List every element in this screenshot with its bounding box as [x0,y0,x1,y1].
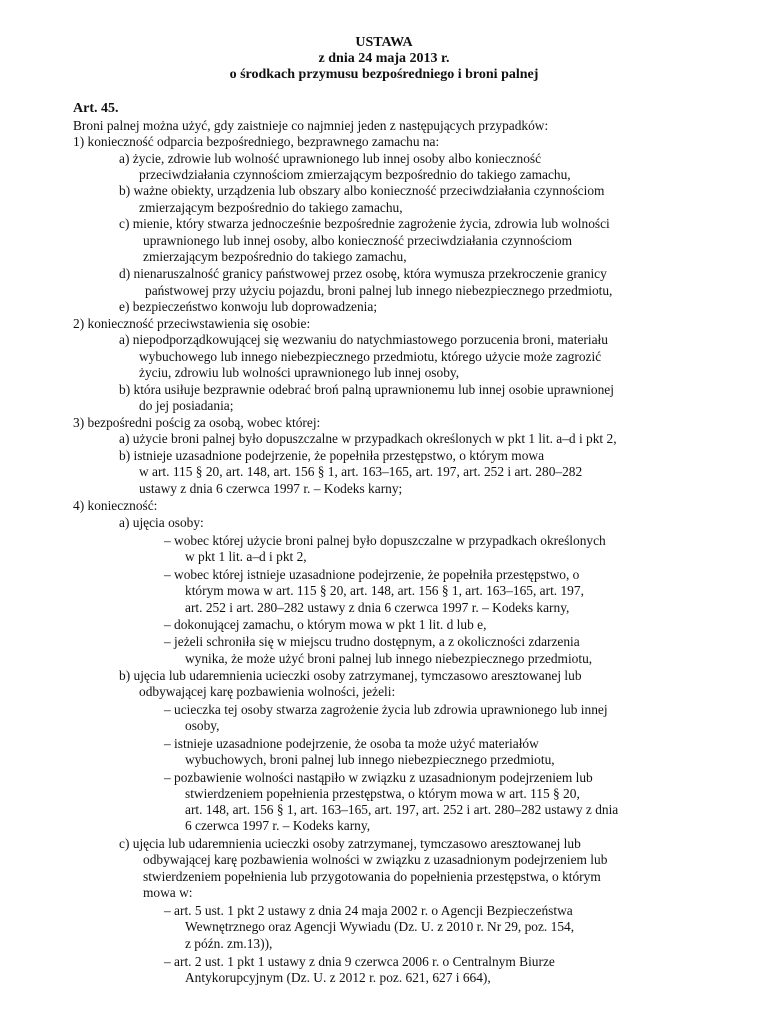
text-line: życiu, zdrowiu lub wolności uprawnionego lub innej osoby, [139,365,460,380]
text-line: 3) bezpośredni pościg za osobą, wobec której: [73,415,321,430]
text-line: c) ujęcia lub udaremnienia ucieczki osoby zatrzymanej, tymczasowo aresztowanej lub [119,836,581,851]
act-date-heading: z dnia 24 maja 2013 r. [318,51,450,66]
text-line: osoby, [185,718,220,733]
text-line: wybuchowego lub innego niebezpiecznego przedmiotu, którego użycie może zagrozić [139,349,602,364]
text-line: z późn. zm.13)), [185,936,273,951]
text-line: w art. 115 § 20, art. 148, art. 156 § 1, art. 163–165, art. 197, art. 252 i art. 280–282 [139,464,583,479]
text-line: 2) konieczność przeciwstawienia się osobie: [73,316,311,331]
text-line: – art. 2 ust. 1 pkt 1 ustawy z dnia 9 czerwca 2006 r. o Centralnym Biurze [164,954,555,969]
text-line: – wobec której istnieje uzasadnione podejrzenie, że popełniła przestępstwo, o [164,567,580,582]
article-heading: Art. 45. [73,101,119,116]
text-line: 4) konieczność: [73,498,158,513]
text-line: mowa w: [143,885,193,900]
text-line: wynika, że może użyć broni palnej lub innego niebezpiecznego przedmiotu, [185,651,593,666]
text-line: do jej posiadania; [139,398,234,413]
text-line: – dokonującej zamachu, o którym mowa w pkt 1 lit. d lub e, [164,617,487,632]
text-line: b) istnieje uzasadnione podejrzenie, że popełniła przestępstwo, o którym mowa [119,448,545,463]
text-line: odbywającej karę pozbawienia wolności w związku z uzasadnionym podejrzeniem lub [143,852,608,867]
text-line: a) użycie broni palnej było dopuszczalne w przypadkach określonych w pkt 1 lit. a–d i pkt 2, [119,431,617,446]
text-line: Wewnętrznego oraz Agencji Wywiadu (Dz. U. z 2010 r. Nr 29, poz. 154, [185,919,575,934]
text-line: zmierzającym bezpośrednio do takiego zamachu, [139,200,403,215]
text-line: a) ujęcia osoby: [119,515,204,530]
text-line: a) niepodporządkowującej się wezwaniu do natychmiastowego porzucenia broni, materiału [119,332,608,347]
act-title-heading: o środkach przymusu bezpośredniego i broni palnej [229,67,539,82]
text-line: 1) konieczność odparcia bezpośredniego, bezprawnego zamachu na: [73,134,440,149]
text-line: – jeżeli schroniła się w miejscu trudno dostępnym, a z okoliczności zdarzenia [164,634,580,649]
text-line: – pozbawienie wolności nastąpiło w związku z uzasadnionym podejrzeniem lub [164,770,593,785]
text-line: wybuchowych, broni palnej lub innego niebezpiecznego przedmiotu, [185,752,555,767]
text-line: b) ujęcia lub udaremnienia ucieczki osoby zatrzymanej, tymczasowo aresztowanej lub [119,668,582,683]
text-line: stwierdzeniem popełnienia lub przygotowania do popełnienia przestępstwa, o którym [143,869,601,884]
text-line: d) nienaruszalność granicy państwowej przez osobę, która wymusza przekroczenie granicy [119,266,607,281]
text-line: ustawy z dnia 6 czerwca 1997 r. – Kodeks karny; [139,481,403,496]
text-line: – wobec której użycie broni palnej było dopuszczalne w przypadkach określonych [164,533,606,548]
text-line: b) która usiłuje bezprawnie odebrać broń palną uprawnionemu lub innej osobie uprawnionej [119,382,614,397]
text-line: – ucieczka tej osoby stwarza zagrożenie życia lub zdrowia uprawnionego lub innej [164,702,608,717]
text-line: w pkt 1 lit. a–d i pkt 2, [185,549,307,564]
text-line: art. 148, art. 156 § 1, art. 163–165, art. 197, art. 252 i art. 280–282 ustawy z dnia [185,802,619,817]
text-line: państwowej przy użyciu pojazdu, broni palnej lub innego niebezpiecznego przedmiotu, [145,283,613,298]
text-line: Antykorupcyjnym (Dz. U. z 2012 r. poz. 621, 627 i 664), [185,970,491,985]
text-line: przeciwdziałania czynnościom zmierzającym bezpośrednio do takiego zamachu, [139,167,571,182]
text-line: c) mienie, który stwarza jednocześnie bezpośrednie zagrożenie życia, zdrowia lub wolności [119,216,610,231]
text-line: uprawnionego lub innej osoby, albo konieczność przeciwdziałania czynnościom [143,233,572,248]
act-type-heading: USTAWA [355,35,413,50]
text-line: e) bezpieczeństwo konwoju lub doprowadzenia; [119,299,378,314]
text-line: b) ważne obiekty, urządzenia lub obszary albo konieczność przeciwdziałania czynnościom [119,183,605,198]
text-line: którym mowa w art. 115 § 20, art. 148, art. 156 § 1, art. 163–165, art. 197, [185,583,584,598]
text-line: stwierdzeniem popełnienia przestępstwa, o którym mowa w art. 115 § 20, [185,786,580,801]
text-line: odbywającej karę pozbawienia wolności, jeżeli: [139,684,396,699]
article-intro: Broni palnej można użyć, gdy zaistnieje co najmniej jeden z następujących przypadków: [73,118,549,133]
text-line: art. 252 i art. 280–282 ustawy z dnia 6 czerwca 1997 r. – Kodeks karny, [185,600,570,615]
text-line: zmierzającym bezpośrednio do takiego zamachu, [143,249,407,264]
text-line: – istnieje uzasadnione podejrzenie, że osoba ta może użyć materiałów [164,736,539,751]
text-line: – art. 5 ust. 1 pkt 2 ustawy z dnia 24 maja 2002 r. o Agencji Bezpieczeństwa [164,903,573,918]
text-line: 6 czerwca 1997 r. – Kodeks karny, [185,818,371,833]
text-line: a) życie, zdrowie lub wolność uprawnionego lub innej osoby albo konieczność [119,151,542,166]
